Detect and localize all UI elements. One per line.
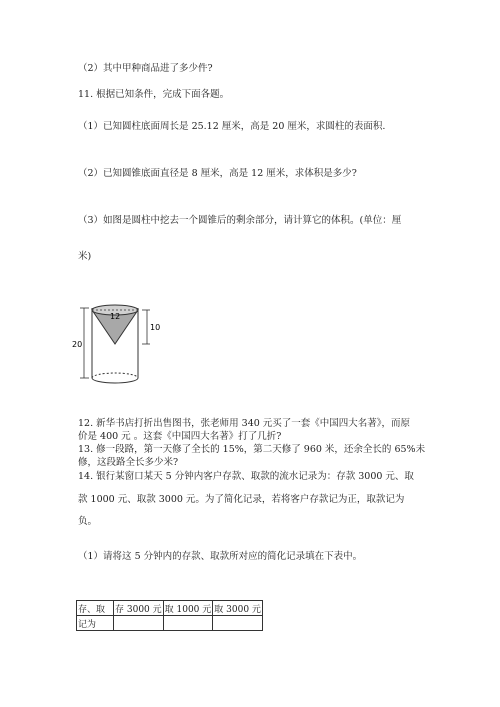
record-table [76,600,263,631]
answer-cell[interactable] [114,616,164,631]
table-row [77,616,263,631]
table-header-cell: 存、取 [77,601,114,616]
question-12-line-1: 12. 新华书店打折出售图书，张老师用 340 元买了一套《中国四大名著》，而原 [78,418,411,429]
question-11-part-3-line-2: 米) [78,251,92,262]
cylinder-cone-figure [72,300,182,395]
cone-height-label: 10 [150,323,161,332]
line-q2-sub: （2）其中甲种商品进了多少件? [78,63,213,74]
question-12-line-2: 价是 400 元 。这套《中国四大名著》打了几折? [78,431,282,442]
table-header-cell: 存 3000 元 [114,601,164,616]
question-14-part-1: （1）请将这 5 分钟内的存款、取款所对应的简化记录填在下表中。 [78,551,363,562]
cylinder-height-label: 20 [72,340,83,349]
question-13-line-1: 13. 修一段路，第一天修了全长的 15%，第二天修了 960 米，还余全长的 65%未 [78,444,426,455]
question-11-part-2: （2）已知圆锥底面直径是 8 厘米，高是 12 厘米，求体积是多少? [78,168,357,179]
cone-diameter-label: 12 [110,312,121,321]
answer-cell[interactable] [213,616,263,631]
table-row-label: 记为 [77,616,114,631]
question-11-title: 11. 根据已知条件，完成下面各题。 [78,89,230,100]
question-11-part-3-line-1: （3）如图是圆柱中挖去一个圆锥后的剩余部分，请计算它的体积。(单位：厘 [78,215,402,226]
table-header-cell: 取 3000 元 [213,601,263,616]
question-14-line-1: 14. 银行某窗口某天 5 分钟内客户存款、取款的流水记录为：存款 3000 元、取 [78,471,414,482]
answer-cell[interactable] [163,616,213,631]
table-header-cell: 取 1000 元 [163,601,213,616]
question-13-line-2: 修，这段路全长多少米? [78,457,179,468]
question-14-line-2: 款 1000 元、取款 3000 元。为了简化记录，若将客户存款记为正，取款记为 [78,494,405,505]
question-11-part-1: （1）已知圆柱底面周长是 25.12 厘米，高是 20 厘米，求圆柱的表面积. [78,121,386,132]
question-14-line-3: 负。 [78,516,98,527]
table-row [77,601,263,616]
